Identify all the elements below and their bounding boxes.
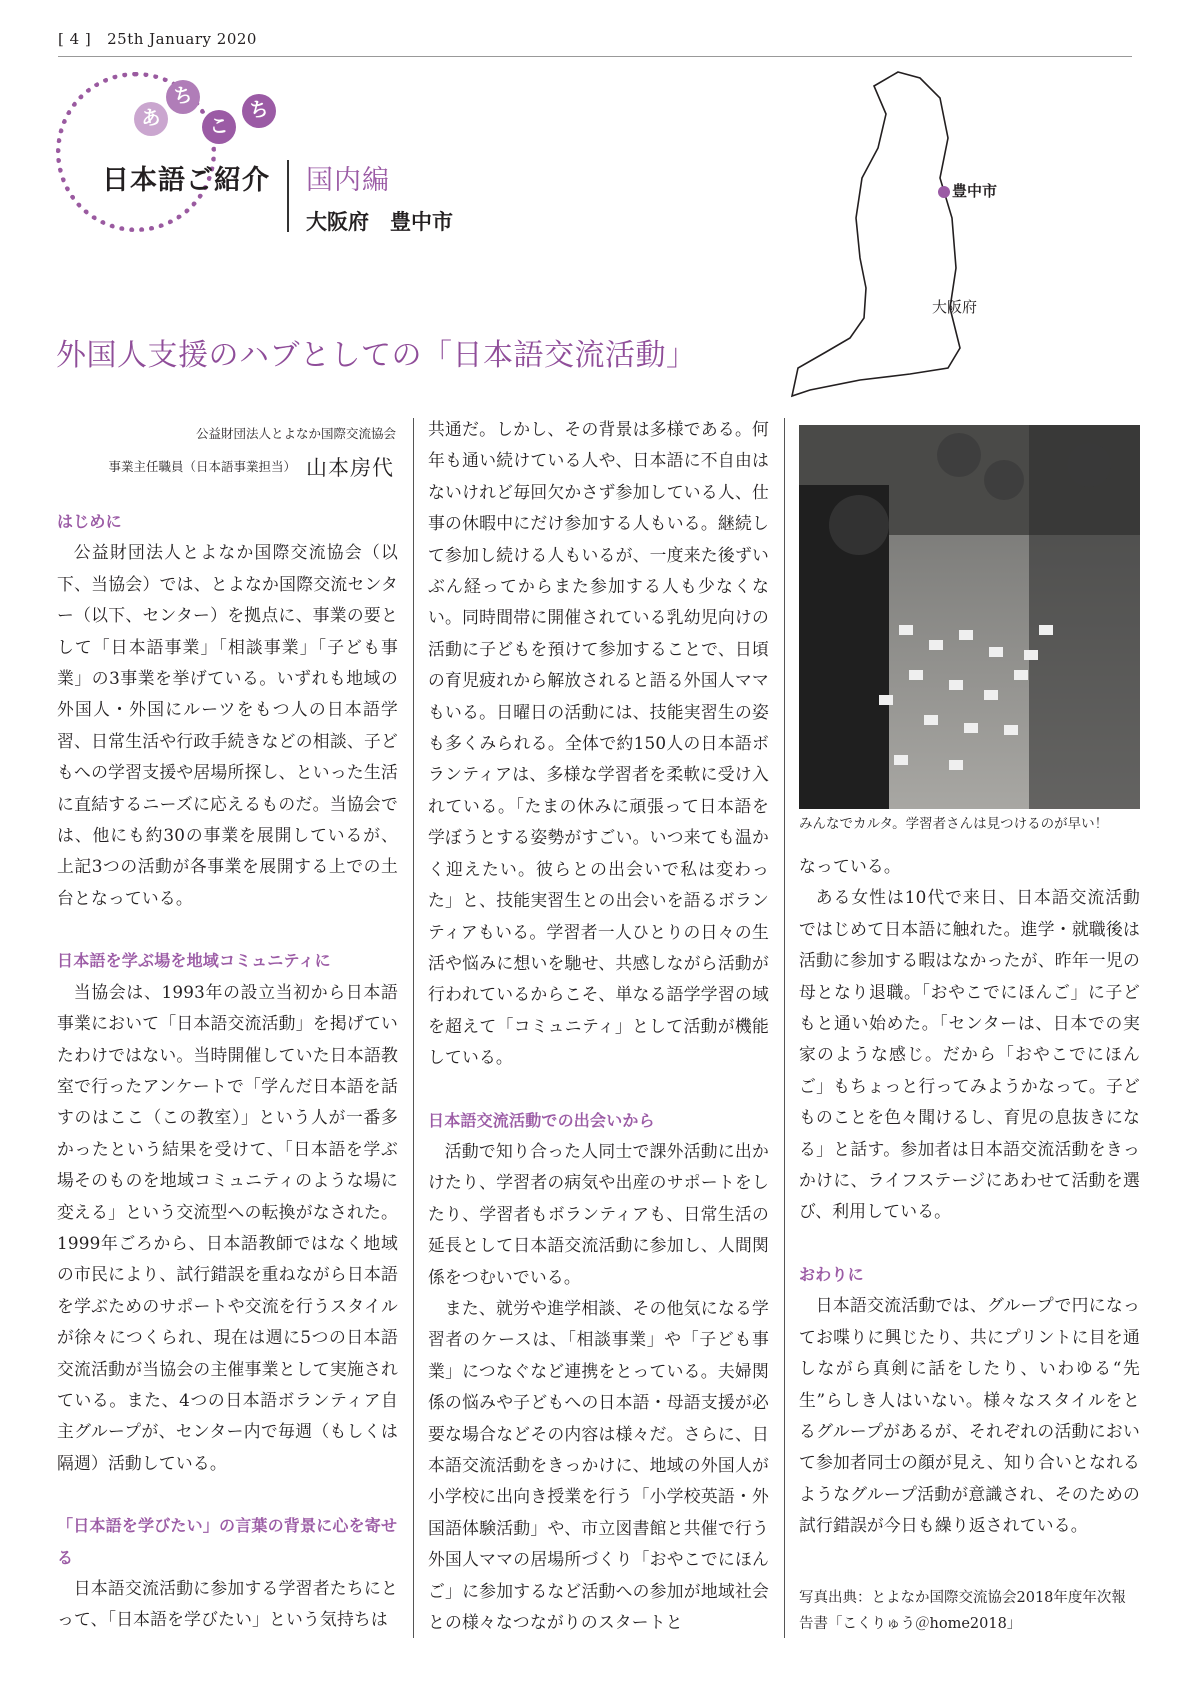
logo-bubble-ko: こ <box>202 110 236 144</box>
paragraph: 日本語交流活動では、グループで円になってお喋りに興じたり、共にプリントに目を通しながら真剣に話をしたり、いわゆる“先生”らしき人はいない。様々なスタイルをとるグループがあるが、それぞれの活動において参加者同士の顔が見え、知り合いとなれるようなグループ活動が意識され、そのための試行錯誤が今日も繰り返されている。 <box>799 1295 1140 1536</box>
paragraph: 公益財団法人とよなか国際交流協会（以下、当協会）では、とよなか国際交流センター（以下、センター）を拠点に、事業の要として「日本語事業」「相談事業」「子ども事業」の3事業を挙げている。いずれも地域の外国人・外国にルーツをもつ人の日本語学習、日常生活や行政手続きなどの相談、子どもへの学習支援や居場所探し、といった生活に直結するニーズに応えるものだ。当協会では、他にも約30の事業を展開しているが、上記3つの活動が各事業を展開する上での土台となっている。 <box>57 542 398 908</box>
column-divider <box>784 418 785 1638</box>
toyonaka-dot <box>938 186 950 198</box>
section-heading-encounter: 日本語交流活動での出会いから <box>428 1110 655 1130</box>
logo-bubble-a: あ <box>134 102 168 136</box>
paragraph: また、就労や進学相談、その他気になる学習者のケースは、「相談事業」や「子ども事業」につなぐなど連携をとっている。夫婦関係の悩みや子どもへの日本語・母語支援が必要な場合などその内容は様々だ。さらに、日本語交流活動をきっかけに、地域の外国人が小学校に出向き授業を行う「小学校英語・外国語体験活動」や、市立図書館と共催で行う外国人ママの居場所づくり「おやこでにほんご」に参加するなど活動への参加が地域社会との様々なつながりのスタートと <box>428 1297 769 1633</box>
author-organization: 公益財団法人とよなか国際交流協会 <box>195 426 396 441</box>
paragraph: ある女性は10代で来日、日本語交流活動ではじめて日本語に触れた。進学・就職後は活動に参加する暇はなかったが、昨年一児の母となり退職。「おやこでにほんご」に子どもと通い始めた。「センターは、日本での実家のような感じ。だから「おやこでにほんご」もちょっと行ってみようかなって。子どものことを色々聞けるし、育児の息抜きになる」と話す。参加者は日本語交流活動をきっかけに、ライフステージにあわせて活動を選び、利用している。 <box>799 887 1140 1222</box>
column-divider <box>413 418 414 1638</box>
photo-illustration <box>799 425 1140 809</box>
photo-caption: みんなでカルタ。学習者さんは見つけるのが早い！ <box>799 816 1109 832</box>
section-heading-closing: おわりに <box>799 1264 864 1284</box>
paragraph: 活動で知り合った人同士で課外活動に出かけたり、学習者の病気や出産のサポートをしたり、学習者もボランティアも、日常生活の延長として日本語交流活動に参加し、人間関係をつむいでいる。 <box>428 1140 769 1287</box>
paragraph: 共通だ。しかし、その背景は多様である。何年も通い続けている人や、日本語に不自由はないけれど毎回欠かさず参加している人、仕事の休暇中にだけ参加する人もいる。継続して参加し続ける人もいるが、一度来た後ずいぶん経ってからまた参加する人も少なくない。同時間帯に開催されている乳幼児向けの活動に子どもを預けて参加することで、日頃の育児疲れから解放されると語る外国人ママもいる。日曜日の活動には、技能実習生の姿も多くみられる。全体で約150人の日本語ボランティアは、多様な学習者を柔軟に受け入れている。「たまの休みに頑張って日本語を学ぼうとする姿勢がすごい。いつ来ても温かく迎えたい。彼らとの出会いで私は変わった」と、技能実習生との出会いを語るボランティアもいる。学習者一人ひとりの日々の生活や悩みに想いを馳せ、共感しながら活動が行われているからこそ、単なる語学学習の域を超えて「コミュニティ」として活動が機能している。 <box>428 419 769 1068</box>
article-column-3 <box>799 851 1140 1542</box>
section-heading-intro: はじめに <box>57 512 122 531</box>
section-heading-background: 「日本語を学びたい」の言葉の背景に心を寄せる <box>57 1516 398 1567</box>
page-number: [ 4 ] <box>58 30 92 48</box>
karuta-photo <box>799 425 1140 809</box>
logo-bubble-chi: ち <box>166 80 200 114</box>
map-prefecture-label: 大阪府 <box>932 298 978 316</box>
author-name: 山本房代 <box>306 456 394 480</box>
region-label: 大阪府 豊中市 <box>306 210 453 234</box>
paragraph: 当協会は、1993年の設立当初から日本語事業において「日本語交流活動」を掲げていたわけではない。当時開催していた日本語教室で行ったアンケートで「学んだ日本語を話すのはここ（この教室）」という人が一番多かったという結果を受けて、「日本語を学ぶ場そのものを地域コミュニティのような場に変える」という交流型への転換がなされた。1999年ごろから、日本語教師ではなく地域の市民により、試行錯誤を重ねながら日本語を学ぶためのサポートや交流を行うスタイルが徐々につくられ、現在は週に5つの日本語交流活動が当協会の主催事業として実施されている。また、4つの日本語ボランティア自主グループが、センター内で毎週（もしくは隔週）活動している。 <box>57 981 398 1473</box>
corner-separator <box>287 160 289 232</box>
series-label: 国内編 <box>306 165 390 196</box>
article-column-2 <box>428 414 769 1638</box>
page-folio <box>58 30 257 48</box>
logo-bubble-chi2: ち <box>242 94 276 128</box>
paragraph: なっている。 <box>799 856 901 876</box>
osaka-outline <box>792 72 960 396</box>
map-city-label: 豊中市 <box>952 182 998 200</box>
header-rule <box>58 56 1132 57</box>
section-heading-community: 日本語を学ぶ場を地域コミュニティに <box>57 951 331 971</box>
paragraph: 日本語交流活動に参加する学習者たちにとって、「日本語を学びたい」という気持ちは <box>57 1578 398 1630</box>
author-role: 事業主任職員（日本語事業担当） <box>108 459 296 474</box>
photo-credit: 写真出典：とよなか国際交流協会2018年度年次報告書「こくりゅう＠home2018」 <box>799 1590 1126 1632</box>
corner-title: 日本語ご紹介 <box>102 165 270 196</box>
article-column-1 <box>57 506 398 1636</box>
article-headline: 外国人支援のハブとしての「日本語交流活動」 <box>56 338 697 373</box>
osaka-map <box>790 68 1020 398</box>
issue-date: 25th January 2020 <box>107 30 257 48</box>
